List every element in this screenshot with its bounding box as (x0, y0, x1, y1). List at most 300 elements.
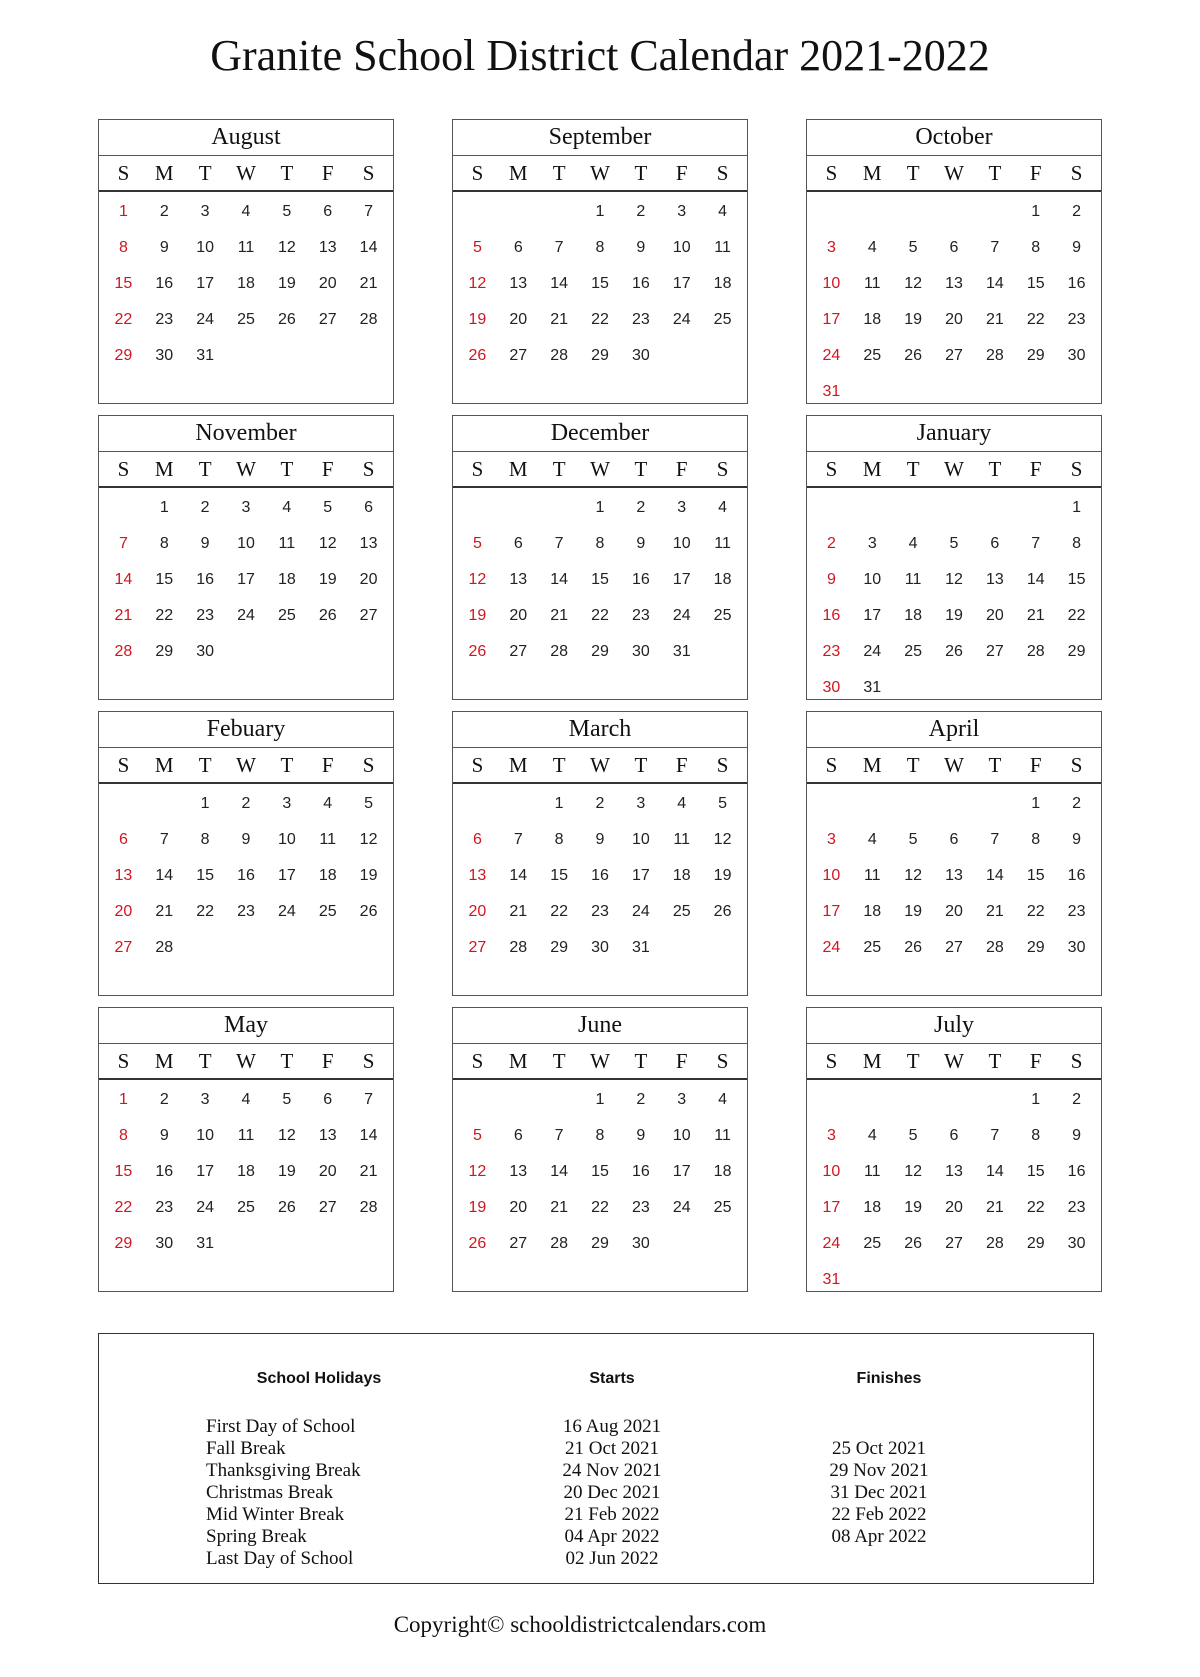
day-cell: 27 (509, 347, 528, 364)
day-cell: 19 (277, 275, 296, 292)
weekday-label: M (862, 161, 882, 185)
holidays-table (98, 1333, 1094, 1584)
day-cell: 7 (118, 535, 128, 552)
weekday-label: S (716, 753, 729, 777)
weekday-label: W (236, 161, 256, 185)
day-cell: 20 (985, 607, 1004, 624)
weekday-label: T (198, 161, 212, 185)
day-cell: 7 (513, 831, 523, 848)
weekday-header-row (453, 748, 747, 784)
day-cell: 14 (1026, 571, 1045, 588)
day-cell: 3 (867, 535, 877, 552)
day-cell: 29 (155, 643, 174, 660)
weekday-label: M (508, 457, 528, 481)
holiday-starts: 21 Feb 2022 (564, 1504, 660, 1525)
day-cell: 6 (118, 831, 128, 848)
day-cell: 29 (114, 347, 133, 364)
empty-day-cell (852, 1082, 893, 1118)
day-cell: 15 (1026, 867, 1045, 884)
day-cell: 16 (196, 571, 215, 588)
day-cell: 19 (277, 1163, 296, 1180)
day-cell: 29 (1026, 347, 1045, 364)
holidays-header-name: School Holidays (256, 1370, 382, 1387)
day-cell: 9 (241, 831, 251, 848)
day-cell: 25 (863, 347, 882, 364)
day-cell: 9 (159, 1127, 169, 1144)
day-cell: 24 (822, 1235, 841, 1252)
day-cell: 12 (318, 535, 337, 552)
holiday-starts: 02 Jun 2022 (565, 1548, 659, 1569)
day-cell: 1 (200, 795, 210, 812)
holidays-header-starts: Starts (589, 1370, 635, 1387)
holidays-header-finishes: Finishes (856, 1370, 922, 1387)
day-cell: 15 (1026, 275, 1045, 292)
weekday-label: S (825, 753, 838, 777)
empty-day-cell (811, 786, 852, 822)
weekday-label: S (362, 161, 375, 185)
day-cell: 12 (904, 275, 923, 292)
day-cell: 12 (904, 867, 923, 884)
day-cell: 5 (949, 535, 959, 552)
day-cell: 8 (1031, 239, 1041, 256)
weekday-label: W (944, 1049, 964, 1073)
holidays-starts-column (492, 1416, 732, 1570)
day-cell: 13 (468, 867, 487, 884)
day-cell: 25 (713, 311, 732, 328)
day-cell: 6 (949, 239, 959, 256)
day-cell: 24 (672, 1199, 691, 1216)
day-cell: 30 (822, 679, 841, 696)
weekday-label: T (634, 161, 648, 185)
day-cell: 12 (359, 831, 378, 848)
empty-day-cell (893, 194, 934, 230)
day-cell: 26 (904, 347, 923, 364)
weekday-label: W (590, 457, 610, 481)
weekday-label: T (906, 753, 920, 777)
day-cell: 10 (822, 1163, 841, 1180)
day-cell: 21 (985, 311, 1004, 328)
day-cell: 14 (985, 1163, 1004, 1180)
day-cell: 16 (1067, 1163, 1086, 1180)
day-cell: 3 (826, 1127, 836, 1144)
day-cell: 10 (822, 275, 841, 292)
day-cell: 2 (1072, 203, 1082, 220)
day-cell: 31 (672, 643, 691, 660)
weekday-label: S (825, 457, 838, 481)
day-cell: 21 (550, 1199, 569, 1216)
day-cell: 15 (591, 1163, 609, 1180)
day-cell: 2 (826, 535, 836, 552)
weekday-label: F (321, 753, 334, 777)
weekday-label: T (906, 161, 920, 185)
day-cell: 28 (550, 347, 569, 364)
day-cell: 22 (1026, 311, 1045, 328)
weekday-header-row (99, 1044, 393, 1080)
day-cell: 1 (159, 499, 169, 516)
weekday-label: T (634, 753, 648, 777)
weekday-label: F (1029, 753, 1042, 777)
day-cell: 20 (945, 311, 963, 328)
day-cell: 29 (114, 1235, 133, 1252)
day-cell: 14 (359, 1127, 378, 1144)
day-cell: 5 (908, 1127, 918, 1144)
day-cell: 10 (196, 1127, 215, 1144)
day-cell: 7 (990, 831, 1000, 848)
day-cell: 11 (714, 1127, 731, 1144)
weekday-header-row (807, 748, 1101, 784)
weekday-label: S (1070, 457, 1083, 481)
holiday-name: Last Day of School (206, 1548, 354, 1569)
weekday-label: M (154, 753, 174, 777)
holiday-finishes: 25 Oct 2021 (832, 1438, 926, 1459)
day-cell: 23 (591, 903, 609, 920)
month-card-febuary (98, 711, 394, 996)
day-cell: 10 (237, 535, 255, 552)
day-cell: 12 (277, 1127, 296, 1144)
day-cell: 13 (114, 867, 133, 884)
day-cell: 24 (672, 311, 691, 328)
day-cell: 5 (908, 831, 918, 848)
weekday-header-row (807, 452, 1101, 488)
day-cell: 27 (985, 643, 1004, 660)
day-cell: 6 (513, 1127, 523, 1144)
day-cell: 14 (114, 571, 133, 588)
day-cell: 20 (359, 571, 378, 588)
holiday-finishes: 22 Feb 2022 (831, 1504, 927, 1525)
day-cell: 26 (945, 643, 963, 660)
weekday-label: M (508, 753, 528, 777)
day-cell: 11 (863, 867, 881, 884)
day-cell: 8 (595, 239, 605, 256)
day-cell: 27 (945, 347, 963, 364)
month-name: June (453, 1008, 747, 1044)
weekday-label: W (236, 753, 256, 777)
month-name: Febuary (99, 712, 393, 748)
empty-day-cell (103, 786, 144, 822)
weekday-label: S (362, 457, 375, 481)
day-cell: 21 (155, 903, 174, 920)
day-cell: 17 (277, 867, 296, 884)
days-grid (807, 1082, 1101, 1298)
day-cell: 6 (990, 535, 1000, 552)
weekday-label: F (321, 1049, 334, 1073)
day-cell: 21 (985, 1199, 1004, 1216)
day-cell: 9 (1072, 239, 1082, 256)
day-cell: 13 (359, 535, 378, 552)
day-cell: 29 (1026, 939, 1045, 956)
day-cell: 16 (237, 867, 255, 884)
empty-day-cell (498, 1082, 539, 1118)
day-cell: 18 (237, 1163, 255, 1180)
day-cell: 16 (155, 275, 174, 292)
month-card-august (98, 119, 394, 404)
day-cell: 17 (863, 607, 882, 624)
day-cell: 20 (945, 1199, 963, 1216)
day-cell: 28 (985, 939, 1004, 956)
month-card-july (806, 1007, 1102, 1292)
day-cell: 16 (822, 607, 841, 624)
day-cell: 4 (867, 239, 877, 256)
day-cell: 26 (904, 1235, 923, 1252)
day-cell: 1 (595, 203, 605, 220)
day-cell: 11 (904, 571, 922, 588)
empty-day-cell (811, 194, 852, 230)
month-card-march (452, 711, 748, 996)
day-cell: 29 (1026, 1235, 1045, 1252)
day-cell: 20 (318, 1163, 337, 1180)
day-cell: 17 (196, 275, 215, 292)
day-cell: 31 (822, 383, 841, 400)
day-cell: 22 (114, 311, 133, 328)
day-cell: 19 (904, 311, 923, 328)
day-cell: 20 (945, 903, 963, 920)
day-cell: 1 (595, 1091, 605, 1108)
day-cell: 15 (591, 571, 609, 588)
day-cell: 17 (672, 275, 691, 292)
day-cell: 7 (554, 239, 564, 256)
empty-day-cell (539, 1082, 580, 1118)
day-cell: 26 (468, 643, 487, 660)
empty-day-cell (934, 194, 975, 230)
day-cell: 13 (509, 571, 528, 588)
day-cell: 20 (318, 275, 337, 292)
day-cell: 18 (277, 571, 296, 588)
weekday-label: T (552, 753, 566, 777)
day-cell: 30 (1067, 1235, 1086, 1252)
day-cell: 21 (359, 1163, 378, 1180)
day-cell: 1 (1031, 203, 1041, 220)
day-cell: 11 (319, 831, 337, 848)
empty-day-cell (974, 490, 1015, 526)
day-cell: 28 (155, 939, 174, 956)
empty-day-cell (974, 1082, 1015, 1118)
day-cell: 2 (1072, 1091, 1082, 1108)
day-cell: 26 (713, 903, 732, 920)
day-cell: 8 (200, 831, 210, 848)
day-cell: 27 (318, 311, 337, 328)
empty-day-cell (457, 194, 498, 230)
day-cell: 18 (318, 867, 337, 884)
day-cell: 25 (904, 643, 923, 660)
day-cell: 22 (1026, 903, 1045, 920)
holidays-names-column (206, 1416, 361, 1570)
day-cell: 3 (200, 1091, 210, 1108)
day-cell: 18 (672, 867, 691, 884)
weekday-label: S (471, 1049, 484, 1073)
day-cell: 24 (822, 347, 841, 364)
day-cell: 8 (118, 239, 128, 256)
day-cell: 20 (114, 903, 133, 920)
empty-day-cell (144, 786, 185, 822)
day-cell: 24 (196, 1199, 215, 1216)
month-name: July (807, 1008, 1101, 1044)
months-grid (98, 119, 1102, 1292)
day-cell: 7 (554, 1127, 564, 1144)
month-name: May (99, 1008, 393, 1044)
day-cell: 4 (908, 535, 918, 552)
day-cell: 2 (636, 499, 646, 516)
day-cell: 17 (822, 903, 841, 920)
weekday-label: W (236, 457, 256, 481)
day-cell: 3 (200, 203, 210, 220)
weekday-label: S (825, 1049, 838, 1073)
weekday-label: M (862, 753, 882, 777)
day-cell: 21 (550, 311, 569, 328)
day-cell: 18 (713, 1163, 732, 1180)
month-card-june (452, 1007, 748, 1292)
day-cell: 9 (159, 239, 169, 256)
day-cell: 28 (359, 1199, 378, 1216)
day-cell: 14 (155, 867, 174, 884)
day-cell: 7 (364, 1091, 374, 1108)
day-cell: 23 (155, 1199, 174, 1216)
empty-day-cell (934, 490, 975, 526)
day-cell: 19 (904, 903, 923, 920)
day-cell: 21 (509, 903, 528, 920)
day-cell: 16 (631, 1163, 650, 1180)
empty-day-cell (1015, 490, 1056, 526)
weekday-label: W (944, 457, 964, 481)
month-name: August (99, 120, 393, 156)
empty-day-cell (852, 490, 893, 526)
weekday-label: T (988, 1049, 1002, 1073)
holiday-finishes: 31 Dec 2021 (830, 1482, 928, 1503)
holiday-name: Thanksgiving Break (206, 1460, 361, 1481)
day-cell: 17 (672, 571, 691, 588)
holiday-finishes: 08 Apr 2022 (831, 1526, 927, 1547)
month-name: November (99, 416, 393, 452)
weekday-label: T (906, 457, 920, 481)
day-cell: 3 (826, 831, 836, 848)
day-cell: 14 (550, 1163, 569, 1180)
day-cell: 17 (237, 571, 255, 588)
weekday-label: S (117, 457, 130, 481)
holiday-finishes: 29 Nov 2021 (829, 1460, 929, 1481)
day-cell: 16 (631, 275, 650, 292)
day-cell: 14 (985, 867, 1004, 884)
day-cell: 15 (591, 275, 609, 292)
weekday-label: W (944, 753, 964, 777)
day-cell: 7 (990, 1127, 1000, 1144)
day-cell: 8 (118, 1127, 128, 1144)
day-cell: 13 (318, 1127, 337, 1144)
weekday-label: S (471, 161, 484, 185)
day-cell: 29 (591, 643, 609, 660)
weekday-header-row (453, 1044, 747, 1080)
day-cell: 26 (318, 607, 337, 624)
day-cell: 6 (949, 1127, 959, 1144)
day-cell: 23 (196, 607, 215, 624)
weekday-label: M (862, 1049, 882, 1073)
day-cell: 9 (636, 1127, 646, 1144)
empty-day-cell (893, 1082, 934, 1118)
day-cell: 11 (863, 275, 881, 292)
day-cell: 8 (159, 535, 169, 552)
day-cell: 16 (155, 1163, 174, 1180)
day-cell: 10 (672, 239, 691, 256)
day-cell: 6 (364, 499, 374, 516)
day-cell: 22 (196, 903, 215, 920)
day-cell: 22 (114, 1199, 133, 1216)
weekday-label: T (634, 457, 648, 481)
day-cell: 22 (550, 903, 569, 920)
day-cell: 19 (318, 571, 337, 588)
weekday-header-row (99, 748, 393, 784)
day-cell: 16 (1067, 275, 1086, 292)
day-cell: 11 (237, 239, 255, 256)
day-cell: 4 (718, 499, 728, 516)
day-cell: 7 (159, 831, 169, 848)
weekday-label: W (590, 161, 610, 185)
day-cell: 6 (513, 239, 523, 256)
day-cell: 3 (826, 239, 836, 256)
holiday-finishes (759, 1416, 999, 1438)
day-cell: 25 (237, 311, 255, 328)
day-cell: 10 (277, 831, 296, 848)
month-card-september (452, 119, 748, 404)
month-name: January (807, 416, 1101, 452)
days-grid (453, 786, 747, 966)
day-cell: 23 (1067, 311, 1086, 328)
day-cell: 25 (318, 903, 337, 920)
empty-day-cell (498, 786, 539, 822)
day-cell: 12 (277, 239, 296, 256)
day-cell: 27 (945, 939, 963, 956)
weekday-header-row (453, 452, 747, 488)
day-cell: 21 (550, 607, 569, 624)
day-cell: 10 (631, 831, 650, 848)
day-cell: 1 (1031, 795, 1041, 812)
weekday-label: S (716, 1049, 729, 1073)
weekday-label: F (321, 161, 334, 185)
weekday-label: F (1029, 1049, 1042, 1073)
day-cell: 22 (1026, 1199, 1045, 1216)
empty-day-cell (852, 786, 893, 822)
day-cell: 1 (1031, 1091, 1041, 1108)
day-cell: 27 (359, 607, 378, 624)
day-cell: 5 (472, 1127, 482, 1144)
weekday-label: T (906, 1049, 920, 1073)
day-cell: 15 (155, 571, 174, 588)
weekday-label: F (321, 457, 334, 481)
day-cell: 22 (591, 1199, 609, 1216)
weekday-label: S (471, 457, 484, 481)
day-cell: 31 (631, 939, 650, 956)
weekday-label: S (716, 161, 729, 185)
holiday-finishes (759, 1548, 999, 1570)
weekday-label: S (117, 1049, 130, 1073)
day-cell: 18 (237, 275, 255, 292)
day-cell: 15 (196, 867, 215, 884)
day-cell: 3 (677, 499, 687, 516)
day-cell: 8 (554, 831, 564, 848)
day-cell: 13 (509, 1163, 528, 1180)
day-cell: 2 (159, 203, 169, 220)
day-cell: 11 (673, 831, 691, 848)
weekday-header-row (807, 1044, 1101, 1080)
weekday-header-row (807, 156, 1101, 192)
month-name: October (807, 120, 1101, 156)
day-cell: 29 (591, 347, 609, 364)
day-cell: 28 (1026, 643, 1045, 660)
day-cell: 13 (985, 571, 1004, 588)
day-cell: 10 (196, 239, 215, 256)
day-cell: 11 (714, 239, 731, 256)
days-grid (807, 194, 1101, 410)
day-cell: 2 (595, 795, 605, 812)
days-grid (453, 490, 747, 670)
weekday-label: S (471, 753, 484, 777)
